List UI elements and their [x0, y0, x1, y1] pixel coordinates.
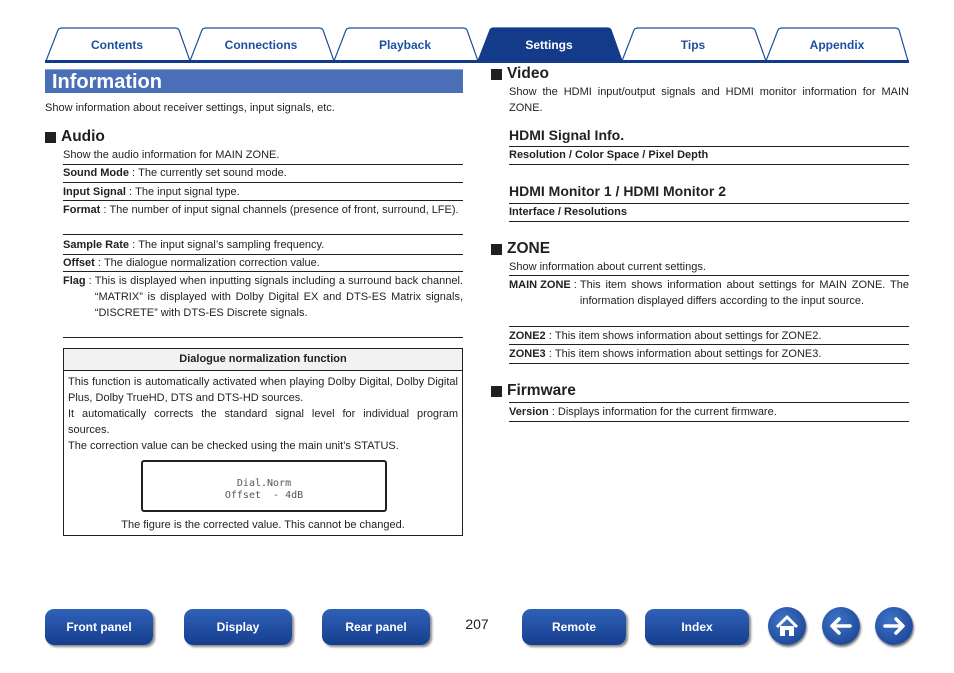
term: MAIN ZONE — [509, 279, 571, 291]
zone-description: Show information about current settings. — [509, 261, 706, 273]
zone-item-main-zone — [509, 277, 909, 309]
term: ZONE3 — [509, 348, 546, 360]
separator: : — [129, 239, 139, 251]
definition: Displays information for the current firmware. — [557, 406, 777, 418]
display-button[interactable]: Display — [184, 609, 292, 645]
definition: The number of input signal channels (presence of front, surround, LFE). — [109, 204, 459, 216]
tab-contents[interactable] — [45, 27, 189, 61]
remote-button[interactable]: Remote — [522, 609, 626, 645]
video-heading-label: Video — [507, 65, 549, 82]
front-panel-button[interactable]: Front panel — [45, 609, 153, 645]
divider — [63, 337, 463, 338]
dialnorm-p3: The correction value can be checked using the main unit’s STATUS. — [68, 440, 399, 452]
term: Offset — [63, 257, 95, 269]
forward-arrow-icon — [875, 607, 913, 645]
separator: : — [85, 275, 95, 287]
dialnorm-caption: The figure is the corrected value. This cannot be changed. — [121, 519, 405, 531]
term: ZONE2 — [509, 330, 546, 342]
separator: : — [548, 406, 558, 418]
intro-text: Show information about receiver settings, input signals, etc. — [45, 102, 335, 114]
hdmi-monitor-items: Interface / Resolutions — [509, 206, 627, 218]
tab-label: Settings — [525, 38, 573, 52]
definition: This item shows information about settings for MAIN ZONE. The information displayed differs according to the input source. — [579, 279, 909, 307]
separator: : — [545, 348, 555, 360]
definition: This is displayed when inputting signals including a surround back channel. “MATRIX” is displayed with Dolby Digital EX and DTS-ES Matrix signals, “DISCRETE” with DTS-ES Discrete signals. — [94, 275, 463, 319]
term: Format — [63, 204, 101, 216]
dialnorm-box — [63, 348, 463, 536]
zone-item-zone3 — [509, 346, 909, 362]
audio-heading — [45, 128, 105, 146]
tab-connections[interactable] — [189, 27, 333, 61]
forward-button[interactable] — [875, 607, 913, 645]
divider — [63, 200, 463, 201]
page-number: 207 — [465, 616, 489, 632]
divider — [509, 221, 909, 222]
status-display-illustration — [141, 460, 387, 512]
audio-item-sound-mode — [63, 165, 463, 181]
term: Version — [509, 406, 549, 418]
divider — [509, 326, 909, 327]
video-heading — [491, 65, 549, 83]
divider — [509, 344, 909, 345]
square-bullet-icon — [491, 244, 502, 255]
divider — [509, 164, 909, 165]
tab-appendix[interactable] — [765, 27, 909, 61]
term: Flag — [63, 275, 86, 287]
tab-tips[interactable] — [621, 27, 765, 61]
audio-item-sample-rate — [63, 237, 463, 253]
back-arrow-icon — [822, 607, 860, 645]
term: Input Signal — [63, 186, 126, 198]
separator: : — [545, 330, 555, 342]
term: Sample Rate — [63, 239, 130, 251]
home-icon — [768, 607, 806, 645]
video-description: Show the HDMI input/output signals and HDMI monitor information for MAIN ZONE. — [509, 86, 909, 114]
zone-heading-label: ZONE — [507, 240, 551, 257]
home-button[interactable] — [768, 607, 806, 645]
tab-bar — [45, 27, 909, 63]
firmware-heading — [491, 382, 576, 400]
square-bullet-icon — [45, 132, 56, 143]
divider — [509, 421, 909, 422]
definition: The dialogue normalization correction value. — [103, 257, 320, 269]
separator: : — [129, 167, 139, 179]
definition: The input signal’s sampling frequency. — [138, 239, 325, 251]
divider — [509, 363, 909, 364]
separator: : — [570, 279, 580, 291]
tab-playback[interactable] — [333, 27, 477, 61]
audio-item-format — [63, 202, 463, 218]
audio-heading-label: Audio — [61, 128, 105, 145]
dialnorm-box-body — [64, 371, 462, 457]
rear-panel-button[interactable]: Rear panel — [322, 609, 430, 645]
separator: : — [94, 257, 104, 269]
definition: The input signal type. — [135, 186, 240, 198]
divider — [63, 271, 463, 272]
tab-label: Appendix — [809, 38, 865, 52]
index-button[interactable]: Index — [645, 609, 749, 645]
page-title: Information — [52, 71, 162, 93]
dialnorm-p2: It automatically corrects the standard signal level for individual program sources. — [68, 408, 458, 436]
tab-label: Playback — [378, 38, 432, 52]
audio-description: Show the audio information for MAIN ZONE. — [63, 149, 280, 161]
tab-label: Connections — [224, 38, 298, 52]
definition: The currently set sound mode. — [138, 167, 287, 179]
firmware-heading-label: Firmware — [507, 382, 576, 399]
zone-item-zone2 — [509, 328, 909, 344]
hdmi-signal-info-title: HDMI Signal Info. — [509, 127, 625, 143]
term: Sound Mode — [63, 167, 129, 179]
hdmi-monitor-title: HDMI Monitor 1 / HDMI Monitor 2 — [509, 183, 726, 199]
square-bullet-icon — [491, 69, 502, 80]
tab-settings[interactable] — [477, 27, 621, 61]
definition: This item shows information about settings for ZONE2. — [554, 330, 822, 342]
audio-item-flag — [63, 273, 463, 321]
divider — [63, 182, 463, 183]
square-bullet-icon — [491, 386, 502, 397]
separator: : — [100, 204, 110, 216]
divider — [509, 402, 909, 403]
zone-heading — [491, 240, 550, 258]
tab-label: Contents — [91, 38, 143, 52]
firmware-item-version — [509, 404, 909, 420]
audio-item-offset — [63, 255, 463, 271]
dialnorm-box-title: Dialogue normalization function — [64, 349, 462, 371]
hdmi-signal-info-items: Resolution / Color Space / Pixel Depth — [509, 149, 709, 161]
dialnorm-p1: This function is automatically activated when playing Dolby Digital, Dolby Digital Plus, Dolby TrueHD, DTS and DTS-HD sources. — [68, 376, 458, 404]
tab-label: Tips — [680, 38, 706, 52]
audio-item-input-signal — [63, 184, 463, 200]
divider — [63, 234, 463, 235]
definition: This item shows information about settings for ZONE3. — [554, 348, 822, 360]
page-title-bar — [45, 69, 463, 93]
tab-underline — [45, 60, 909, 63]
display-line-1: Dial.Norm — [236, 478, 292, 489]
display-line-2: Offset - 4dB — [224, 490, 304, 501]
divider — [509, 275, 909, 276]
separator: : — [125, 186, 136, 198]
back-button[interactable] — [822, 607, 860, 645]
